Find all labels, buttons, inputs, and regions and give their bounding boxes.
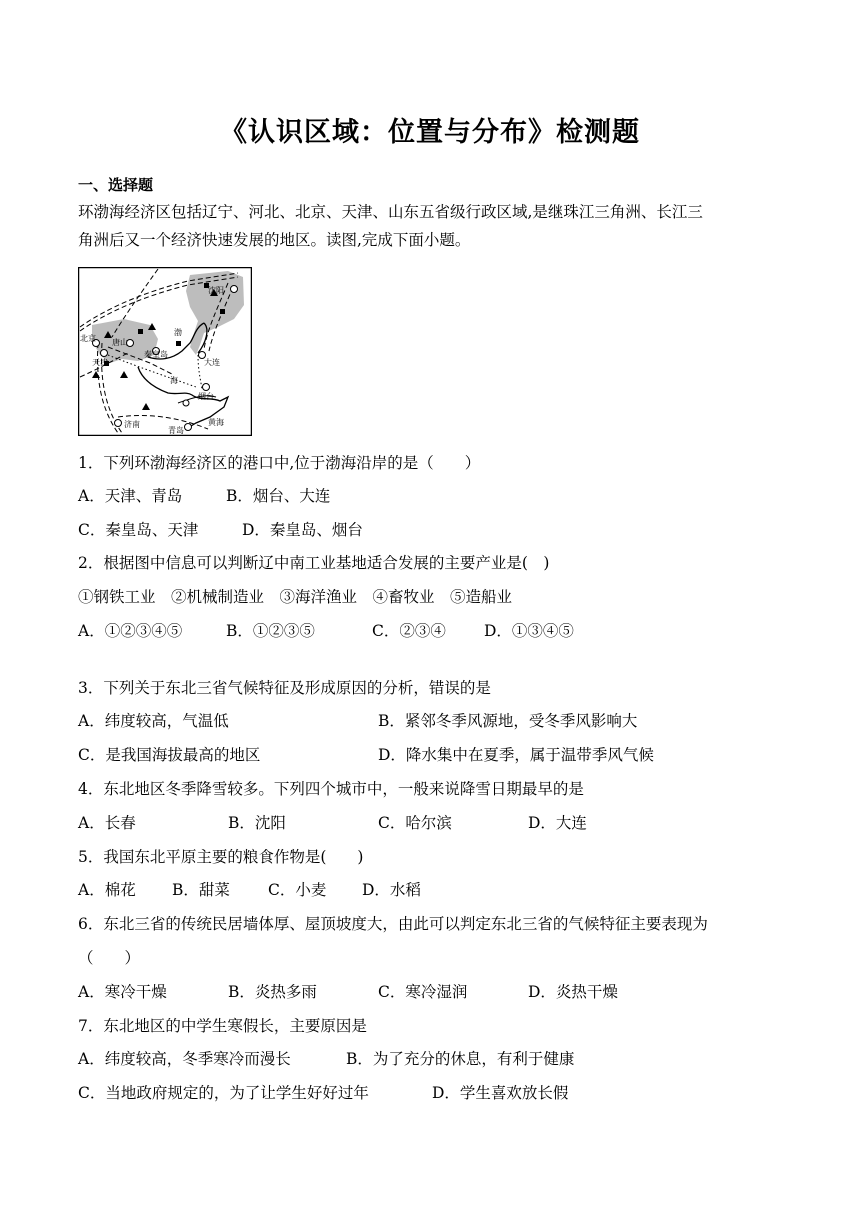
intro-paragraph [78,198,783,254]
q2-option-d: D．①③④⑤ [484,622,574,640]
map-label-bo: 渤 [174,328,182,337]
q1-option-c: C．秦皇岛、天津 [78,521,199,539]
q7-option-c: C．当地政府规定的，为了让学生好好过年 [78,1084,369,1102]
q2-option-a: A．①②③④⑤ [78,622,183,640]
map-label-huanghai: 黄海 [208,418,224,427]
map-label-qingdao: 青岛 [168,426,184,435]
q6-option-d: D．炎热干燥 [528,983,618,1001]
document-title: 《认识区域：位置与分布》检测题 [220,117,640,148]
q5-option-b: B．甜菜 [172,881,230,899]
map-label-beijing: 北京 [80,334,96,343]
map-label-yantai: 烟台 [198,392,214,401]
q2-option-b: B．①②③⑤ [226,622,315,640]
q3-option-a: A．纬度较高，气温低 [78,712,229,730]
map-label-tangshan: 唐山 [112,338,128,347]
map-label-jinan: 济南 [124,420,140,429]
question-1-stem: 1．下列环渤海经济区的港口中,位于渤海沿岸的是（ ） [78,454,481,472]
q3-option-d: D．降水集中在夏季，属于温带季风气候 [378,746,654,764]
q7-option-d: D．学生喜欢放长假 [432,1084,569,1102]
bohai-economic-region-map [78,267,252,436]
q6-option-b: B．炎热多雨 [228,983,317,1001]
q1-option-a: A．天津、青岛 [78,487,183,505]
question-5-stem: 5．我国东北平原主要的粮食作物是( ) [78,848,364,866]
q1-option-b: B．烟台、大连 [226,487,331,505]
question-4-stem: 4．东北地区冬季降雪较多。下列四个城市中，一般来说降雪日期最早的是 [78,780,584,798]
q5-option-c: C．小麦 [268,881,327,899]
question-3-stem: 3．下列关于东北三省气候特征及形成原因的分析，错误的是 [78,679,491,697]
question-2-items: ①钢铁工业 ②机械制造业 ③海洋渔业 ④畜牧业 ⑤造船业 [78,588,513,606]
q1-option-d: D．秦皇岛、烟台 [242,521,363,539]
question-6-stem: 6．东北三省的传统民居墙体厚、屋顶坡度大，由此可以判定东北三省的气候特征主要表现为 [78,915,708,933]
map-label-hai: 海 [170,376,178,385]
intro-line-2: 角洲后又一个经济快速发展的地区。读图,完成下面小题。 [78,231,471,249]
q3-option-b: B．紧邻冬季风源地，受冬季风影响大 [378,712,638,730]
q4-option-c: C．哈尔滨 [378,814,452,832]
q6-option-a: A．寒冷干燥 [78,983,167,1001]
map-label-shenyang: 沈阳 [208,286,224,295]
q4-option-a: A．长春 [78,814,136,832]
question-2-stem: 2．根据图中信息可以判断辽中南工业基地适合发展的主要产业是( ) [78,554,550,572]
map-label-tianjin: 天津 [92,358,108,367]
map-label-dalian: 大连 [204,358,220,367]
q4-option-d: D．大连 [528,814,587,832]
q2-option-c: C．②③④ [372,622,446,640]
q6-option-c: C．寒冷湿润 [378,983,468,1001]
q5-option-d: D．水稻 [362,881,421,899]
q5-option-a: A．棉花 [78,881,136,899]
q7-option-a: A．纬度较高，冬季寒冷而漫长 [78,1050,291,1068]
map-label-qinhuangdao: 秦皇岛 [144,350,168,359]
q7-option-b: B．为了充分的休息，有利于健康 [346,1050,575,1068]
q4-option-b: B．沈阳 [228,814,286,832]
q3-option-c: C．是我国海拔最高的地区 [78,746,261,764]
intro-line-1: 环渤海经济区包括辽宁、河北、北京、天津、山东五省级行政区域,是继珠江三角洲、长江三 [78,203,703,221]
question-7-stem: 7．东北地区的中学生寒假长，主要原因是 [78,1017,367,1035]
section-heading: 一、选择题 [78,176,154,194]
question-6-stem-continued: （ ） [78,949,141,967]
